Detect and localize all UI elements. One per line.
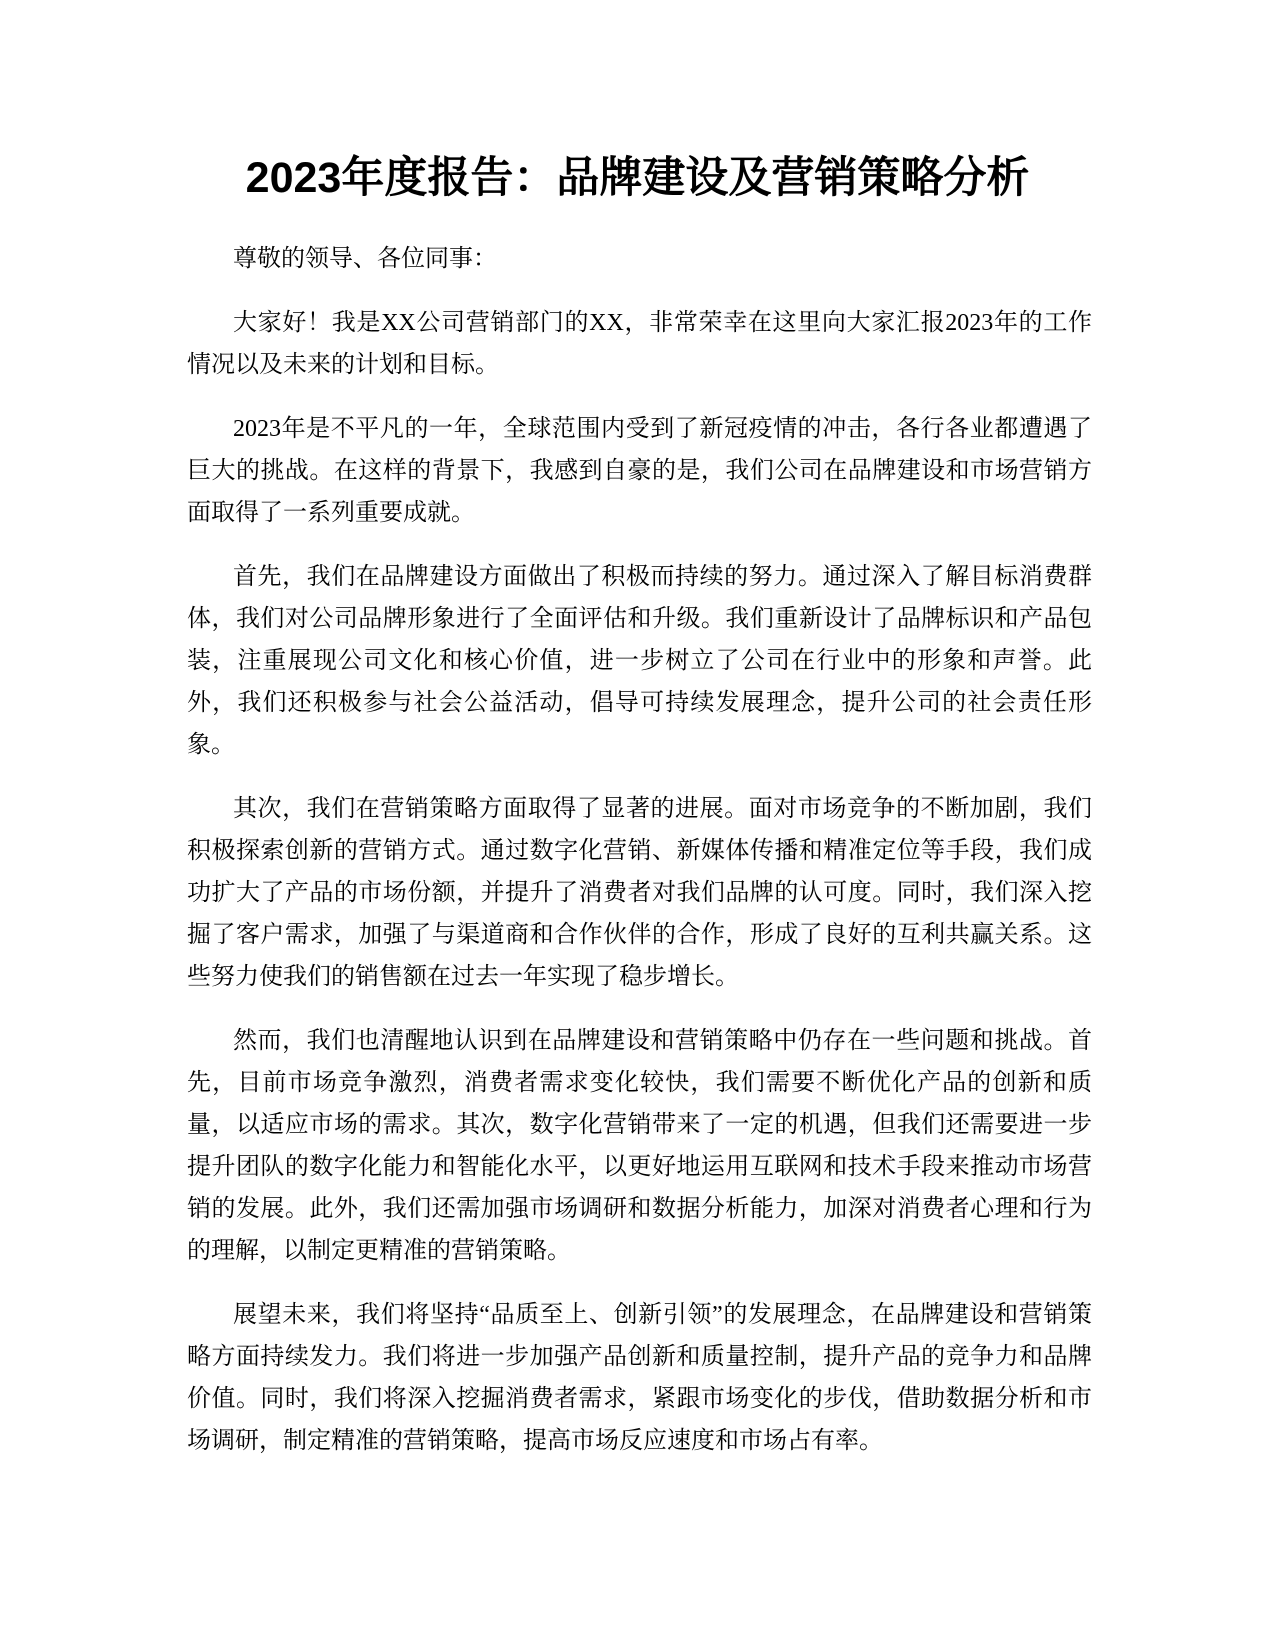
paragraph-salutation: 尊敬的领导、各位同事： (233, 246, 497, 272)
document-body (187, 238, 1092, 1484)
paragraph-challenges: 然而，我们也清醒地认识到在品牌建设和营销策略中仍存在一些问题和挑战。首先，目前市场竞争激烈，消费者需求变化较快，我们需要不断优化产品的创新和质量，以适应市场的需求。其次，数字化营销带来了一定的机遇，但我们还需要进一步提升团队的数字化能力和智能化水平，以更好地运用互联网和技术手段来推动市场营销的发展。此外，我们还需加强市场调研和数据分析能力，加深对消费者心理和行为的理解，以制定更精准的营销策略。 (187, 1028, 1092, 1264)
paragraph-marketing-strategy: 其次，我们在营销策略方面取得了显著的进展。面对市场竞争的不断加剧，我们积极探索创新的营销方式。通过数字化营销、新媒体传播和精准定位等手段，我们成功扩大了产品的市场份额，并提升了消费者对我们品牌的认可度。同时，我们深入挖掘了客户需求，加强了与渠道商和合作伙伴的合作，形成了良好的互利共赢关系。这些努力使我们的销售额在过去一年实现了稳步增长。 (187, 796, 1092, 990)
paragraph-greeting: 大家好！我是XX公司营销部门的XX，非常荣幸在这里向大家汇报2023年的工作情况以及未来的计划和目标。 (187, 310, 1092, 378)
paragraph-outlook: 展望未来，我们将坚持“品质至上、创新引领”的发展理念，在品牌建设和营销策略方面持续发力。我们将进一步加强产品创新和质量控制，提升产品的竞争力和品牌价值。同时，我们将深入挖掘消费者需求，紧跟市场变化的步伐，借助数据分析和市场调研，制定精准的营销策略，提高市场反应速度和市场占有率。 (187, 1302, 1092, 1454)
document-title: 2023年度报告：品牌建设及营销策略分析 (245, 154, 1030, 202)
paragraph-background: 2023年是不平凡的一年，全球范围内受到了新冠疫情的冲击，各行各业都遭遇了巨大的挑战。在这样的背景下，我感到自豪的是，我们公司在品牌建设和市场营销方面取得了一系列重要成就。 (187, 416, 1092, 526)
paragraph-brand-building: 首先，我们在品牌建设方面做出了积极而持续的努力。通过深入了解目标消费群体，我们对公司品牌形象进行了全面评估和升级。我们重新设计了品牌标识和产品包装，注重展现公司文化和核心价值，进一步树立了公司在行业中的形象和声誉。此外，我们还积极参与社会公益活动，倡导可持续发展理念，提升公司的社会责任形象。 (187, 564, 1092, 758)
